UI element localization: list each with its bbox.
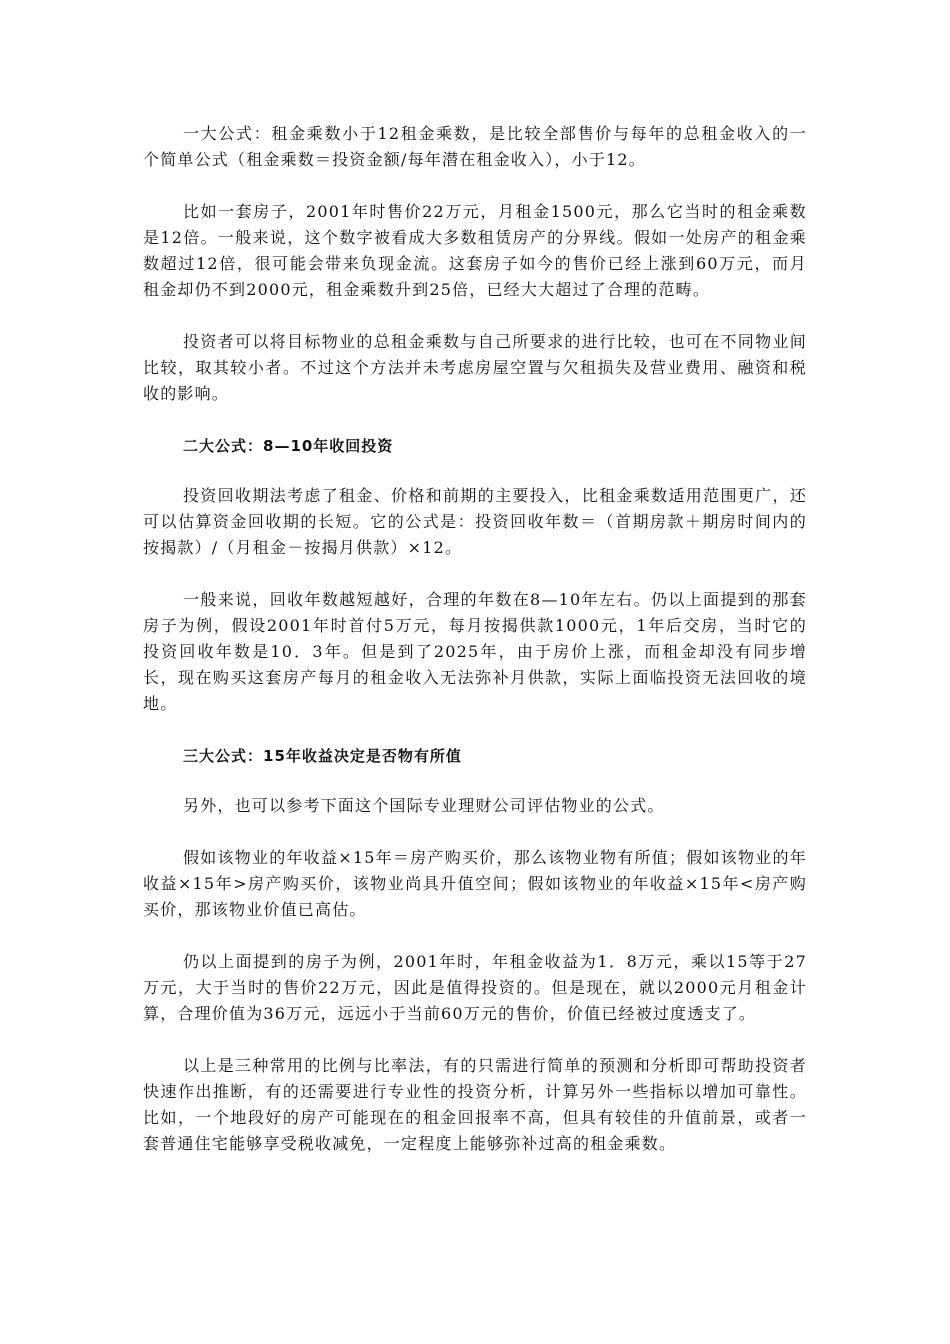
paragraph-example-one: 比如一套房子，2001年时售价22万元，月租金1500元，那么它当时的租金乘数是12倍。一般来说，这个数字被看成大多数租赁房产的分界线。假如一处房产的租金乘数超过12倍，很可能会带来负现金流。这套房子如今的售价已经上涨到60万元，而月租金却仍不到2000元，租金乘数升到25倍，已经大大超过了合理的范畴。: [143, 202, 807, 299]
heading-formula-three: 三大公式：15年收益决定是否物有所值: [183, 747, 462, 765]
paragraph-comparison: 投资者可以将目标物业的总租金乘数与自己所要求的进行比较，也可在不同物业间比较，取其较小者。不过这个方法并未考虑房屋空置与欠租损失及营业费用、融资和税收的影响。: [143, 332, 807, 403]
paragraph-example-three: 仍以上面提到的房子为例，2001年时，年租金收益为1．8万元，乘以15等于27万元，大于当时的售价22万元，因此是值得投资的。但是现在，就以2000元月租金计算，合理价值为36万元，远远小于当前60万元的售价，价值已经被过度透支了。: [143, 952, 807, 1023]
paragraph-formula-one: 一大公式：租金乘数小于12租金乘数，是比较全部售价与每年的总租金收入的一个简单公式（租金乘数＝投资金额/每年潜在租金收入），小于12。: [143, 124, 807, 169]
document-page: [143, 121, 807, 1183]
paragraph-summary: 以上是三种常用的比例与比率法，有的只需进行简单的预测和分析即可帮助投资者快速作出推断，有的还需要进行专业性的投资分析，计算另外一些指标以增加可靠性。比如，一个地段好的房产可能现在的租金回报率不高，但具有较佳的升值前景，或者一套普通住宅能够享受税收减免，一定程度上能够弥补过高的租金乘数。: [143, 1056, 807, 1153]
paragraph-example-two: 一般来说，回收年数越短越好，合理的年数在8—10年左右。仍以上面提到的那套房子为例，假设2001年时首付5万元，每月按揭供款1000元，1年后交房，当时它的投资回收年数是10．3年。但是到了2025年，由于房价上涨，而租金却没有同步增长，现在购买这套房产每月的租金收入无法弥补月供款，实际上面临投资无法回收的境地。: [143, 590, 807, 713]
paragraph-reference: 另外，也可以参考下面这个国际专业理财公司评估物业的公式。: [183, 796, 665, 815]
paragraph-valuation-rule: 假如该物业的年收益×15年＝房产购买价，那么该物业物有所值；假如该物业的年收益×15年>房产购买价，该物业尚具升值空间；假如该物业的年收益×15年<房产购买价，那该物业价值已高估。: [143, 848, 807, 919]
paragraph-payback-method: 投资回收期法考虑了租金、价格和前期的主要投入，比租金乘数适用范围更广，还可以估算资金回收期的长短。它的公式是：投资回收年数＝（首期房款＋期房时间内的按揭款）/（月租金－按揭月供款）×12。: [143, 486, 807, 557]
heading-formula-two: 二大公式：8—10年收回投资: [183, 437, 394, 455]
